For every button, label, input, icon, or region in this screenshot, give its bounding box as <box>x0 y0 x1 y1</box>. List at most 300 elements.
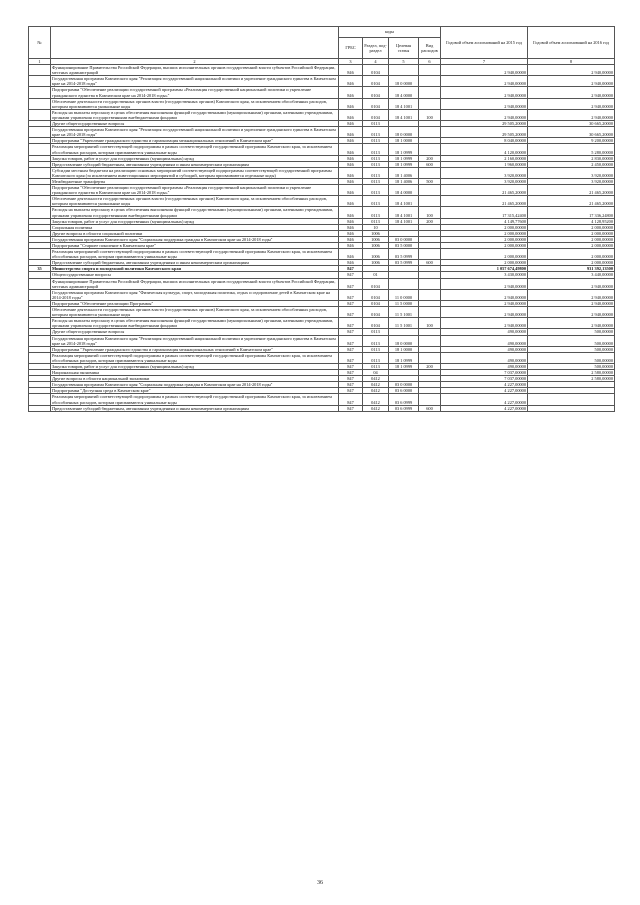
row-razdel: 0104 <box>363 109 389 120</box>
row-razdel: 0113 <box>363 144 389 155</box>
row-expense-type: 200 <box>419 363 441 369</box>
row-number <box>29 109 51 120</box>
row-amount-2016 <box>528 405 615 411</box>
row-grbs: 846 <box>339 185 363 196</box>
row-amount-2015: 7 037,00000 <box>441 370 528 376</box>
row-razdel: 0104 <box>363 87 389 98</box>
row-target-article: 18 4 1001 <box>389 218 419 224</box>
col-grbs-header: ГРБС <box>339 38 363 59</box>
row-grbs: 847 <box>339 278 363 289</box>
row-amount-2016: 4 128,95200 <box>528 218 615 224</box>
row-amount-2016: 2 450,00000 <box>528 161 615 167</box>
row-amount-2015: 3 430,00000 <box>441 272 528 278</box>
row-number <box>29 405 51 411</box>
row-name: Субсидии местным бюджетам на реализацию основных мероприятий соответствующей подпрограммы соответствующей государственной программы Камчатского края (за исключением инвестиционных мероприятий и субсидий, которым присваиваются отдельные коды) <box>51 167 339 178</box>
row-name: Обеспечение деятельности государственных органов власти (государственных органов) Камчатского края, за исключением обособленных расходов, которым присваиваются уникальные коды <box>51 98 339 109</box>
row-expense-type <box>419 289 441 300</box>
row-razdel: 0113 <box>363 155 389 161</box>
col-csr-header: Целевая статья <box>389 38 419 59</box>
row-target-article: 18 4 0000 <box>389 185 419 196</box>
row-name: Подпрограмма "Обеспечение реализации государственной программы «Реализация государственной национальной политики и укрепление гражданского единства в Камчатском крае на 2014-2018 годы»" <box>51 87 339 98</box>
row-name: Подпрограмма "Укрепление гражданского единства и гармонизация межнациональных отношений в Камчатском крае" <box>51 346 339 352</box>
row-amount-2015: 2 000,00000 <box>441 249 528 260</box>
col-name-header <box>51 27 339 59</box>
index-cell: 5 <box>389 59 419 65</box>
row-razdel: 04 <box>363 370 389 376</box>
row-number <box>29 307 51 318</box>
row-grbs: 846 <box>339 236 363 242</box>
row-amount-2016: 2 580,00000 <box>528 376 615 382</box>
row-expense-type <box>419 307 441 318</box>
row-amount-2015: 8 040,00000 <box>441 138 528 144</box>
row-amount-2015: 490,00000 <box>441 335 528 346</box>
row-razdel: 0113 <box>363 167 389 178</box>
row-amount-2016: 2 940,00000 <box>528 300 615 306</box>
row-target-article: 18 1 0999 <box>389 161 419 167</box>
row-target-article: 18 4 0000 <box>389 87 419 98</box>
row-amount-2016: 3 920,00000 <box>528 167 615 178</box>
row-grbs: 847 <box>339 335 363 346</box>
row-expense-type <box>419 196 441 207</box>
row-amount-2015: 490,00000 <box>441 363 528 369</box>
row-razdel: 0104 <box>363 307 389 318</box>
row-amount-2016: 2 940,00000 <box>528 278 615 289</box>
row-razdel: 0113 <box>363 363 389 369</box>
index-cell: 6 <box>419 59 441 65</box>
row-number <box>29 289 51 300</box>
row-target-article: 18 0 0000 <box>389 127 419 138</box>
row-target-article: 18 1 0999 <box>389 155 419 161</box>
row-razdel: 0113 <box>363 207 389 218</box>
row-razdel: 01 <box>363 272 389 278</box>
row-name: Национальная экономика <box>51 370 339 376</box>
row-name: Закупка товаров, работ и услуг для государственных (муниципальных) нужд <box>51 218 339 224</box>
row-target-article: 03 6 0000 <box>389 388 419 394</box>
row-name: Общегосударственные вопросы <box>51 272 339 278</box>
row-grbs: 846 <box>339 121 363 127</box>
row-name: Подпрограмма "Доступная среда в Камчатском крае" <box>51 388 339 394</box>
row-razdel: 0113 <box>363 185 389 196</box>
row-number <box>29 87 51 98</box>
row-amount-2015: 29 505,20000 <box>441 127 528 138</box>
row-razdel: 1006 <box>363 236 389 242</box>
row-razdel: 0113 <box>363 196 389 207</box>
row-grbs: 846 <box>339 127 363 138</box>
table-row <box>29 109 615 120</box>
table-row <box>29 249 615 260</box>
row-grbs: 847 <box>339 376 363 382</box>
index-cell: 7 <box>441 59 528 65</box>
row-name: Реализация мероприятий соответствующей подпрограммы в рамках соответствующей государственной программы Камчатского края, за исключением обособленных расходов, которым присваиваются уникальные коды <box>51 394 339 405</box>
row-amount-2016: 500,00000 <box>528 335 615 346</box>
row-grbs: 847 <box>339 388 363 394</box>
row-amount-2016: 2 000,00000 <box>528 236 615 242</box>
row-name: Министерство спорта и молодежной политики Камчатского края <box>51 266 339 272</box>
index-cell: 1 <box>29 59 51 65</box>
row-target-article <box>389 65 419 76</box>
row-expense-type: 600 <box>419 260 441 266</box>
row-name: Обеспечение деятельности государственных органов власти (государственных органов) Камчатского края, за исключением обособленных расходов, которым присваиваются уникальные коды <box>51 196 339 207</box>
row-grbs: 846 <box>339 196 363 207</box>
row-name: Обеспечение деятельности государственных органов власти (государственных органов) Камчатского края, за исключением обособленных расходов, которым присваиваются уникальные коды <box>51 307 339 318</box>
row-name: Социальная политика <box>51 224 339 230</box>
row-grbs: 847 <box>339 266 363 272</box>
row-target-article: 03 5 0999 <box>389 260 419 266</box>
row-grbs: 846 <box>339 178 363 184</box>
row-name: Государственная программа Камчатского края "Физическая культура, спорт, молодежная политика, отдых и оздоровление детей в Камчатском крае на 2014-2018 годы" <box>51 289 339 300</box>
row-amount-2016: 30 665,20000 <box>528 127 615 138</box>
row-grbs: 847 <box>339 300 363 306</box>
row-expense-type <box>419 278 441 289</box>
row-amount-2015: 21 465,20000 <box>441 185 528 196</box>
row-grbs: 847 <box>339 346 363 352</box>
row-amount-2016: 500,00000 <box>528 346 615 352</box>
row-razdel: 0113 <box>363 178 389 184</box>
row-amount-2015: 2 940,00000 <box>441 307 528 318</box>
row-amount-2015: 2 160,00000 <box>441 155 528 161</box>
row-razdel: 0104 <box>363 318 389 329</box>
row-name: Подпрограмма "Старшее поколение в Камчатском крае" <box>51 243 339 249</box>
row-grbs: 846 <box>339 98 363 109</box>
table-row <box>29 405 615 411</box>
row-amount-2016: 2 830,00000 <box>528 155 615 161</box>
row-razdel: 0104 <box>363 76 389 87</box>
row-amount-2016: 2 940,00000 <box>528 76 615 87</box>
row-razdel: 0113 <box>363 127 389 138</box>
row-razdel: 0412 <box>363 394 389 405</box>
row-target-article: 03 6 0999 <box>389 405 419 411</box>
row-target-article: 11 0 0000 <box>389 289 419 300</box>
row-amount-2015: 490,00000 <box>441 329 528 335</box>
row-name: Межбюджетные трансферты <box>51 178 339 184</box>
row-amount-2015: 2 000,00000 <box>441 224 528 230</box>
row-razdel: 0104 <box>363 289 389 300</box>
row-number <box>29 185 51 196</box>
row-target-article: 03 5 0999 <box>389 249 419 260</box>
row-target-article: 18 1 0000 <box>389 138 419 144</box>
row-expense-type: 100 <box>419 318 441 329</box>
index-cell: 8 <box>528 59 615 65</box>
row-amount-2015: 4 227,00000 <box>441 382 528 388</box>
row-name: Предоставление субсидий бюджетным, автономным учреждениям и иным некоммерческим организациям <box>51 260 339 266</box>
table-row <box>29 127 615 138</box>
row-amount-2015: 1 057 674,49800 <box>441 266 528 272</box>
row-name: Другие общегосударственные вопросы <box>51 329 339 335</box>
row-amount-2015: 2 940,00000 <box>441 289 528 300</box>
row-name: Государственная программа Камчатского края "Социальная поддержка граждан в Камчатском крае на 2014-2018 годы" <box>51 236 339 242</box>
row-razdel: 0104 <box>363 65 389 76</box>
row-razdel: 0104 <box>363 278 389 289</box>
row-razdel: 1006 <box>363 249 389 260</box>
row-name: Государственная программа Камчатского края "Реализация государственной национальной политики и укрепление гражданского единства в Камчатском крае на 2014-2018 годы" <box>51 127 339 138</box>
table-row <box>29 318 615 329</box>
row-amount-2015: 2 940,00000 <box>441 278 528 289</box>
table-row <box>29 65 615 76</box>
row-number <box>29 394 51 405</box>
row-target-article: 18 4 1001 <box>389 196 419 207</box>
row-target-article: 18 4 1001 <box>389 109 419 120</box>
row-target-article: 18 1 4006 <box>389 167 419 178</box>
row-razdel: 0113 <box>363 352 389 363</box>
row-expense-type: 200 <box>419 155 441 161</box>
row-name: Подпрограмма "Обеспечение реализации государственной программы «Реализация государственной национальной политики и укрепление гражданского единства в Камчатском крае на 2014-2018 годы»" <box>51 185 339 196</box>
row-name: Расходы на выплаты персоналу в целях обеспечения выполнения функций государственными (муниципальными) органами, казенными учреждениями, органами управления государственными внебюджетными фондами <box>51 318 339 329</box>
row-amount-2016: 2 580,00000 <box>528 370 615 376</box>
row-amount-2015: 2 000,00000 <box>441 260 528 266</box>
row-number <box>29 167 51 178</box>
row-grbs: 846 <box>339 155 363 161</box>
row-name: Государственная программа Камчатского края "Реализация государственной национальной политики и укрепление гражданского единства в Камчатском крае на 2014-2018 годы" <box>51 76 339 87</box>
row-amount-2016: 500,00000 <box>528 363 615 369</box>
table-row <box>29 207 615 218</box>
row-number <box>29 278 51 289</box>
row-number <box>29 352 51 363</box>
row-amount-2015: 17 315,42400 <box>441 207 528 218</box>
row-expense-type <box>419 65 441 76</box>
row-name: Функционирование Правительства Российской Федерации, высших исполнительных органов государственной власти субъектов Российской Федерации, местных администраций <box>51 278 339 289</box>
row-expense-type: 500 <box>419 178 441 184</box>
table-row <box>29 394 615 405</box>
row-grbs: 847 <box>339 382 363 388</box>
row-razdel: 0113 <box>363 218 389 224</box>
row-number <box>29 318 51 329</box>
row-grbs: 846 <box>339 144 363 155</box>
row-name: Подпрограмма "Укрепление гражданского единства и гармонизация межнациональных отношений в Камчатском крае" <box>51 138 339 144</box>
row-name: Государственная программа Камчатского края "Социальная поддержка граждан в Камчатском крае на 2014-2018 годы" <box>51 382 339 388</box>
row-name: Государственная программа Камчатского края "Реализация государственной национальной политики и укрепление гражданского единства в Камчатском крае на 2014-2018 годы" <box>51 335 339 346</box>
table-body <box>29 65 615 412</box>
row-amount-2015: 21 465,20000 <box>441 196 528 207</box>
header-row-top <box>29 27 615 38</box>
row-grbs: 847 <box>339 329 363 335</box>
row-grbs: 846 <box>339 224 363 230</box>
row-amount-2016: 2 940,00000 <box>528 318 615 329</box>
row-amount-2016: 500,00000 <box>528 329 615 335</box>
row-grbs: 847 <box>339 352 363 363</box>
row-target-article <box>389 278 419 289</box>
row-target-article: 18 0 0000 <box>389 76 419 87</box>
row-amount-2015: 3 920,00000 <box>441 167 528 178</box>
row-name: Реализация мероприятий соответствующей подпрограммы в рамках соответствующей государственной программы Камчатского края, за исключением обособленных расходов, которым присваиваются уникальные коды <box>51 249 339 260</box>
row-grbs: 846 <box>339 260 363 266</box>
row-amount-2015: 2 940,00000 <box>441 109 528 120</box>
row-name: Предоставление субсидий бюджетным, автономным учреждениям и иным некоммерческим организациям <box>51 161 339 167</box>
row-name: Функционирование Правительства Российской Федерации, высших исполнительных органов государственной власти субъектов Российской Федерации, местных администраций <box>51 65 339 76</box>
index-cell: 2 <box>51 59 339 65</box>
index-cell: 3 <box>339 59 363 65</box>
row-amount-2016: 2 000,00000 <box>528 224 615 230</box>
row-amount-2015: 2 000,00000 <box>441 243 528 249</box>
row-amount-2016: 9 200,00000 <box>528 138 615 144</box>
row-grbs: 847 <box>339 272 363 278</box>
row-expense-type <box>419 352 441 363</box>
row-expense-type <box>419 167 441 178</box>
row-target-article: 18 1 0999 <box>389 144 419 155</box>
row-amount-2016: 3 920,00000 <box>528 178 615 184</box>
row-razdel: 0113 <box>363 138 389 144</box>
row-amount-2015: 2 940,00000 <box>441 87 528 98</box>
row-amount-2016: 21 465,20000 <box>528 196 615 207</box>
row-razdel: 1006 <box>363 260 389 266</box>
row-grbs: 846 <box>339 218 363 224</box>
index-cell: 4 <box>363 59 389 65</box>
row-target-article: 03 6 0999 <box>389 394 419 405</box>
row-amount-2016: 30 665,20000 <box>528 121 615 127</box>
col-2016-header: Годовой объем ассигнований на 2016 год <box>528 27 615 59</box>
row-target-article: 11 5 1001 <box>389 307 419 318</box>
row-target-article: 18 1 4006 <box>389 178 419 184</box>
row-razdel: 0113 <box>363 161 389 167</box>
row-grbs: 847 <box>339 394 363 405</box>
row-amount-2015: 2 940,00000 <box>441 98 528 109</box>
row-grbs: 846 <box>339 167 363 178</box>
table-row <box>29 87 615 98</box>
row-amount-2015: 4 149,77600 <box>441 218 528 224</box>
row-name: Предоставление субсидий бюджетным, автономным учреждениям и иным некоммерческим организациям <box>51 405 339 411</box>
row-expense-type <box>419 98 441 109</box>
row-grbs: 846 <box>339 243 363 249</box>
row-amount-2016: 2 940,00000 <box>528 307 615 318</box>
row-amount-2016: 2 000,00000 <box>528 260 615 266</box>
row-amount-2015: 4 227,00000 <box>441 405 528 411</box>
row-target-article: 03 5 0000 <box>389 243 419 249</box>
row-grbs: 847 <box>339 318 363 329</box>
table-row <box>29 289 615 300</box>
table-row <box>29 335 615 346</box>
row-razdel: 0113 <box>363 121 389 127</box>
row-expense-type <box>419 335 441 346</box>
row-razdel: 10 <box>363 224 389 230</box>
row-grbs: 846 <box>339 87 363 98</box>
row-amount-2015: 2 940,00000 <box>441 65 528 76</box>
table-row <box>29 98 615 109</box>
row-amount-2015: 490,00000 <box>441 346 528 352</box>
row-amount-2015: 1 960,00000 <box>441 161 528 167</box>
row-name: Другие вопросы в области социальной политики <box>51 230 339 236</box>
row-amount-2015: 2 940,00000 <box>441 300 528 306</box>
row-amount-2016: 3 440,00000 <box>528 272 615 278</box>
row-amount-2016: 931 392,13500 <box>528 266 615 272</box>
row-number <box>29 249 51 260</box>
row-amount-2016: 2 940,00000 <box>528 87 615 98</box>
row-name: Закупка товаров, работ и услуг для государственных (муниципальных) нужд <box>51 363 339 369</box>
table-row <box>29 76 615 87</box>
row-expense-type <box>419 76 441 87</box>
row-amount-2016: 2 940,00000 <box>528 289 615 300</box>
row-grbs: 846 <box>339 138 363 144</box>
row-target-article: 11 5 1001 <box>389 318 419 329</box>
row-amount-2015: 7 037,00000 <box>441 376 528 382</box>
row-name: Расходы на выплаты персоналу в целях обеспечения выполнения функций государственными (муниципальными) органами, казенными учреждениями, органами управления государственными внебюджетными фондами <box>51 109 339 120</box>
row-razdel: 0113 <box>363 346 389 352</box>
row-target-article: 18 4 1001 <box>389 207 419 218</box>
table-row <box>29 352 615 363</box>
row-expense-type: 200 <box>419 218 441 224</box>
row-target-article: 18 1 0999 <box>389 363 419 369</box>
row-amount-2016 <box>528 394 615 405</box>
row-name: Другие вопросы в области национальной экономики <box>51 376 339 382</box>
row-razdel: 0113 <box>363 335 389 346</box>
document-page <box>28 26 614 412</box>
table-row <box>29 167 615 178</box>
row-amount-2015: 2 940,00000 <box>441 76 528 87</box>
row-amount-2015: 29 505,20000 <box>441 121 528 127</box>
table-row <box>29 196 615 207</box>
col-no-header: № <box>29 27 51 59</box>
row-expense-type: 600 <box>419 161 441 167</box>
row-amount-2015: 490,00000 <box>441 352 528 363</box>
row-target-article: 18 0 0000 <box>389 335 419 346</box>
col-2015-header: Годовой объем ассигнований на 2015 год <box>441 27 528 59</box>
budget-table <box>28 26 615 412</box>
row-razdel: 0412 <box>363 382 389 388</box>
table-row <box>29 307 615 318</box>
row-number <box>29 196 51 207</box>
row-grbs: 846 <box>339 249 363 260</box>
row-number <box>29 76 51 87</box>
row-amount-2015: 4 227,00000 <box>441 394 528 405</box>
row-target-article: 18 1 0000 <box>389 346 419 352</box>
row-grbs: 847 <box>339 370 363 376</box>
page-number: 36 <box>317 880 323 886</box>
row-amount-2016: 17 336,24800 <box>528 207 615 218</box>
row-expense-type <box>419 185 441 196</box>
row-number <box>29 144 51 155</box>
row-amount-2015: 4 227,00000 <box>441 388 528 394</box>
row-grbs: 847 <box>339 363 363 369</box>
table-row <box>29 144 615 155</box>
row-name: Другие общегосударственные вопросы <box>51 121 339 127</box>
row-name: Подпрограмма "Обеспечение реализации Программы" <box>51 300 339 306</box>
table-row <box>29 278 615 289</box>
row-grbs: 847 <box>339 307 363 318</box>
row-amount-2016: 500,00000 <box>528 352 615 363</box>
row-target-article: 03 0 0000 <box>389 236 419 242</box>
row-expense-type: 100 <box>419 207 441 218</box>
row-grbs: 846 <box>339 230 363 236</box>
row-grbs: 846 <box>339 109 363 120</box>
row-amount-2015: 4 120,00000 <box>441 144 528 155</box>
row-razdel: 0104 <box>363 98 389 109</box>
row-expense-type: 600 <box>419 405 441 411</box>
row-target-article: 11 5 0000 <box>389 300 419 306</box>
row-expense-type: 100 <box>419 109 441 120</box>
row-amount-2016: 2 000,00000 <box>528 230 615 236</box>
row-expense-type <box>419 394 441 405</box>
col-razdel-header: Раздел, под-раздел <box>363 38 389 59</box>
row-razdel: 0412 <box>363 405 389 411</box>
row-grbs: 847 <box>339 405 363 411</box>
row-amount-2015: 3 920,00000 <box>441 178 528 184</box>
row-razdel: 0104 <box>363 300 389 306</box>
col-vr-header: Вид расходов <box>419 38 441 59</box>
row-amount-2016: 2 940,00000 <box>528 98 615 109</box>
row-grbs: 846 <box>339 76 363 87</box>
row-grbs: 846 <box>339 65 363 76</box>
row-amount-2015: 2 000,00000 <box>441 230 528 236</box>
row-razdel: 0412 <box>363 376 389 382</box>
row-number <box>29 207 51 218</box>
row-amount-2016: 21 465,20000 <box>528 185 615 196</box>
row-number <box>29 127 51 138</box>
codes-header: коды <box>339 27 441 38</box>
row-target-article: 18 1 0999 <box>389 352 419 363</box>
row-amount-2016: 2 940,00000 <box>528 65 615 76</box>
row-amount-2015: 2 000,00000 <box>441 236 528 242</box>
row-number: 35 <box>29 266 51 272</box>
row-amount-2016: 2 940,00000 <box>528 109 615 120</box>
row-expense-type <box>419 249 441 260</box>
